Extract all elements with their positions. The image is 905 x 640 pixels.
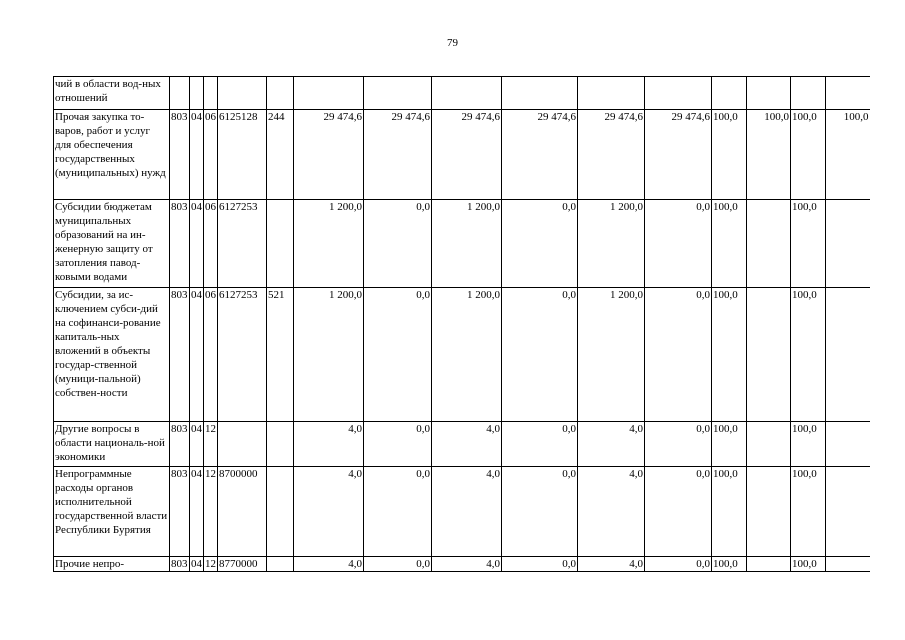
table-row: [54, 110, 870, 200]
amount-3: 4,0: [432, 467, 502, 557]
target-article: 8700000: [218, 467, 267, 557]
amount-6: 29 474,6: [645, 110, 712, 200]
amount-3: 4,0: [432, 557, 502, 572]
percent-3: 100,0: [791, 200, 826, 288]
percent-2: [747, 77, 791, 110]
table-row: [54, 557, 870, 572]
ministry-code: 803: [171, 558, 188, 570]
expense-type: [267, 422, 294, 467]
section-code: 04: [191, 558, 202, 570]
ministry-code: 803: [170, 422, 190, 467]
amount-5: 1 200,0: [578, 288, 645, 422]
row-name: Прочие непро-: [54, 557, 170, 572]
amount-2: 29 474,6: [364, 110, 432, 200]
target-article: 6125128: [218, 110, 267, 200]
amount-2: [364, 77, 432, 110]
table-row: [54, 288, 870, 422]
percent-1: 100,0: [712, 422, 747, 467]
section-code: 04: [190, 422, 204, 467]
target-article: 8770000: [218, 557, 267, 572]
table-row: [54, 200, 870, 288]
amount-6: 0,0: [645, 288, 712, 422]
amount-1: 4,0: [294, 422, 364, 467]
amount-6: 0,0: [645, 557, 712, 572]
amount-1: 29 474,6: [294, 110, 364, 200]
amount-1: 1 200,0: [294, 288, 364, 422]
expense-type: 521: [267, 288, 294, 422]
target-article: 6127253: [218, 200, 267, 288]
subsection-code: 06: [204, 110, 218, 200]
percent-4: 100,0: [826, 110, 870, 200]
percent-2: 100,0: [747, 110, 791, 200]
amount-3: 1 200,0: [432, 288, 502, 422]
percent-2: [747, 200, 791, 288]
percent-3: 100,0: [791, 557, 826, 572]
percent-4: [826, 288, 870, 422]
ministry-code: 803: [170, 110, 190, 200]
amount-4: [502, 77, 578, 110]
ministry-code: 803: [170, 288, 190, 422]
amount-1: 4,0: [294, 467, 364, 557]
section-code: 04: [190, 200, 204, 288]
amount-2: 0,0: [364, 467, 432, 557]
percent-3: 100,0: [791, 422, 826, 467]
amount-4: 0,0: [502, 422, 578, 467]
amount-1: [294, 77, 364, 110]
percent-4: [826, 557, 870, 572]
percent-1: 100,0: [712, 467, 747, 557]
subsection-code: 12: [204, 467, 218, 557]
expense-type: [267, 557, 294, 572]
percent-2: [747, 557, 791, 572]
target-article: [218, 422, 267, 467]
section-code: 04: [190, 110, 204, 200]
amount-3: [432, 77, 502, 110]
expense-type: [267, 467, 294, 557]
percent-1: 100,0: [712, 200, 747, 288]
percent-2: [747, 467, 791, 557]
row-name: чий в области вод-ных отношений: [54, 77, 170, 110]
percent-4: [826, 77, 870, 110]
amount-4: 29 474,6: [502, 110, 578, 200]
amount-2: 0,0: [364, 288, 432, 422]
subsection-code: 06: [204, 288, 218, 422]
budget-table: [53, 76, 870, 572]
amount-5: 4,0: [578, 557, 645, 572]
percent-3: 100,0: [791, 288, 826, 422]
percent-4: [826, 422, 870, 467]
percent-1: [712, 77, 747, 110]
percent-3: 100,0: [791, 467, 826, 557]
amount-4: 0,0: [502, 288, 578, 422]
section-code: [190, 77, 204, 110]
amount-4: 0,0: [502, 200, 578, 288]
amount-4: 0,0: [502, 467, 578, 557]
section-code: 04: [190, 467, 204, 557]
target-article: 6127253: [218, 288, 267, 422]
percent-4: [826, 200, 870, 288]
ministry-code: [170, 77, 190, 110]
row-name: Субсидии бюджетам муниципальных образований на ин-женерную защиту от затопления павод-ковыми водами: [54, 200, 170, 288]
percent-2: [747, 288, 791, 422]
amount-5: 1 200,0: [578, 200, 645, 288]
section-code: 04: [190, 288, 204, 422]
amount-1: 4,0: [294, 557, 364, 572]
amount-3: 1 200,0: [432, 200, 502, 288]
row-name: Другие вопросы в области националь-ной экономики: [54, 422, 170, 467]
ministry-code: 803: [170, 467, 190, 557]
amount-1: 1 200,0: [294, 200, 364, 288]
amount-6: [645, 77, 712, 110]
page-number: 79: [447, 37, 458, 49]
amount-5: 4,0: [578, 467, 645, 557]
table-row: [54, 467, 870, 557]
amount-5: 4,0: [578, 422, 645, 467]
row-name: Субсидии, за ис-ключением субси-дий на софинанси-рование капиталь-ных вложений в объекты государ-ственной (муници-пальной) собствен-ности: [54, 288, 170, 422]
percent-1: 100,0: [712, 110, 747, 200]
amount-5: [578, 77, 645, 110]
row-name: Непрограммные расходы органов исполнительной государственной власти Республики Бурятия: [54, 467, 170, 557]
expense-type: 244: [267, 110, 294, 200]
table-row: [54, 77, 870, 110]
percent-2: [747, 422, 791, 467]
ministry-code: 803: [170, 200, 190, 288]
amount-4: 0,0: [502, 557, 578, 572]
expense-type: [267, 77, 294, 110]
amount-6: 0,0: [645, 200, 712, 288]
amount-2: 0,0: [364, 557, 432, 572]
percent-3: [791, 77, 826, 110]
amount-6: 0,0: [645, 467, 712, 557]
amount-3: 4,0: [432, 422, 502, 467]
subsection-code: 12: [204, 422, 218, 467]
row-name: Прочая закупка то-варов, работ и услуг для обеспечения государственных (муниципальных) нужд: [54, 110, 170, 200]
percent-4: [826, 467, 870, 557]
percent-1: 100,0: [712, 557, 747, 572]
amount-5: 29 474,6: [578, 110, 645, 200]
subsection-code: [204, 77, 218, 110]
target-article: [218, 77, 267, 110]
table-row: [54, 422, 870, 467]
amount-6: 0,0: [645, 422, 712, 467]
percent-3: 100,0: [791, 110, 826, 200]
subsection-code: 06: [204, 200, 218, 288]
amount-2: 0,0: [364, 200, 432, 288]
subsection-code: 12: [205, 558, 216, 570]
amount-2: 0,0: [364, 422, 432, 467]
amount-3: 29 474,6: [432, 110, 502, 200]
expense-type: [267, 200, 294, 288]
percent-1: 100,0: [712, 288, 747, 422]
